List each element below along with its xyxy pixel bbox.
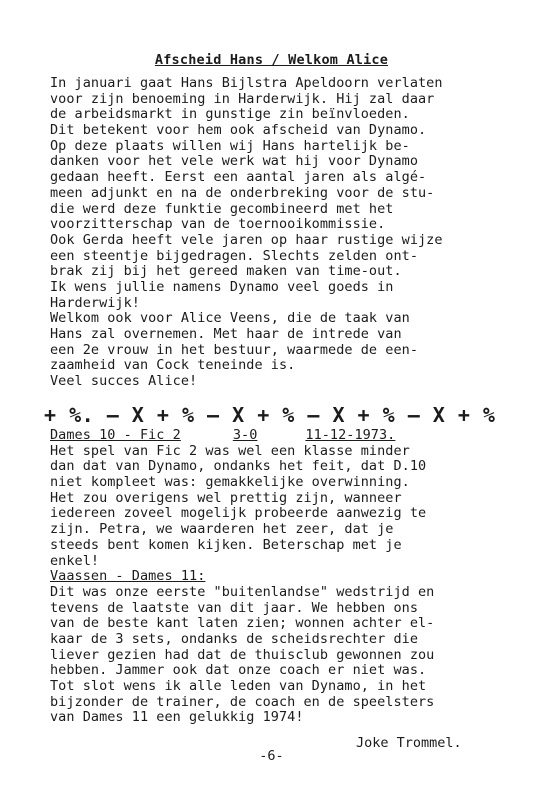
text-line: Dit was onze eerste "buitenlandse" wedstrijd en <box>50 583 435 600</box>
text-line: een 2e vrouw in het bestuur, waarmede de een- <box>50 341 418 358</box>
text-line: iedereen zoveel mogelijk probeerde aanwezig te <box>50 505 427 522</box>
text-line: voor zijn benoeming in Harderwijk. Hij zal daar <box>50 90 435 107</box>
text-line: Veel succes Alice! <box>50 373 198 390</box>
text-line: hebben. Jammer ook dat onze coach er niet was. <box>50 662 427 679</box>
text-line: niet kompleet was: gemakkelijke overwinning. <box>50 474 410 491</box>
text-line: enkel! <box>50 552 100 569</box>
match1-teams: Dames 10 - Fic 2 <box>50 427 181 443</box>
text-line: tevens de laatste van dit jaar. We hebben ons <box>50 599 418 616</box>
text-line: voorzitterschap van de toernooikommissie. <box>50 216 386 233</box>
text-line: danken voor het vele werk wat hij voor Dynamo <box>50 153 418 170</box>
text-line: van de beste kant laten zien; wonnen achter el- <box>50 615 435 632</box>
text-line: de arbeidsmarkt in gunstige zin beïnvloeden. <box>50 106 410 123</box>
text-line: Welkom ook voor Alice Veens, die de taak van <box>50 310 410 327</box>
text-line: Ook Gerda heeft vele jaren op haar rustige wijze <box>50 231 443 248</box>
text-line: Harderwijk! <box>50 294 140 311</box>
text-line: kaar de 3 sets, ondanks de scheidsrechter die <box>50 630 418 647</box>
match1-date: 11-12-1973. <box>305 427 396 443</box>
text-line: een steentje bijgedragen. Slechts zelden ont- <box>50 247 418 264</box>
text-line: Hans zal overnemen. Met haar de intrede van <box>50 326 402 342</box>
text-line: Dit betekent voor hem ook afscheid van Dynamo. <box>50 122 427 139</box>
match2-header: Vaassen - Dames 11: <box>50 568 206 585</box>
text-line: Het zou overigens wel prettig zijn, wanneer <box>50 489 402 506</box>
intro-section <box>50 76 510 390</box>
match1-score: 3-0 <box>232 427 258 443</box>
text-line: Ik wens jullie namens Dynamo veel goeds in <box>50 278 394 295</box>
match1-section <box>50 428 510 726</box>
text-line: liever gezien had dat de thuisclub gewonnen zou <box>50 646 435 663</box>
text-line: dan dat van Dynamo, ondanks het feit, dat D.10 <box>50 458 427 475</box>
match1-header <box>50 428 510 444</box>
text-line: zaamheid van Cock teneinde is. <box>50 357 296 374</box>
page-number: -6- <box>259 748 284 764</box>
text-line: meen adjunkt en na de onderbreking voor de stu- <box>50 184 435 201</box>
text-line: gedaan heeft. Eerst een aantal jaren als algé- <box>50 169 427 186</box>
text-line: Het spel van Fic 2 was wel een klasse minder <box>50 442 410 459</box>
section-divider: + %. – X + % – X + % – X + % – X + % <box>44 403 496 427</box>
text-line: die werd deze funktie gecombineerd met het <box>50 200 394 217</box>
signature: Joke Trommel. <box>356 735 462 751</box>
text-line: In januari gaat Hans Bijlstra Apeldoorn verlaten <box>50 75 443 91</box>
text-line: steeds bent komen kijken. Beterschap met je <box>50 536 402 553</box>
text-line: zijn. Petra, we waarderen het zeer, dat je <box>50 521 394 538</box>
text-line: brak zij bij het gereed maken van time-out. <box>50 263 402 280</box>
text-line: bijzonder de trainer, de coach en de speelsters <box>50 693 435 710</box>
text-line: van Dames 11 een gelukkig 1974! <box>50 709 304 726</box>
text-line: Tot slot wens ik alle leden van Dynamo, in het <box>50 678 427 694</box>
page-title: Afscheid Hans / Welkom Alice <box>154 52 389 68</box>
text-line: Op deze plaats willen wij Hans hartelijk be- <box>50 137 410 154</box>
